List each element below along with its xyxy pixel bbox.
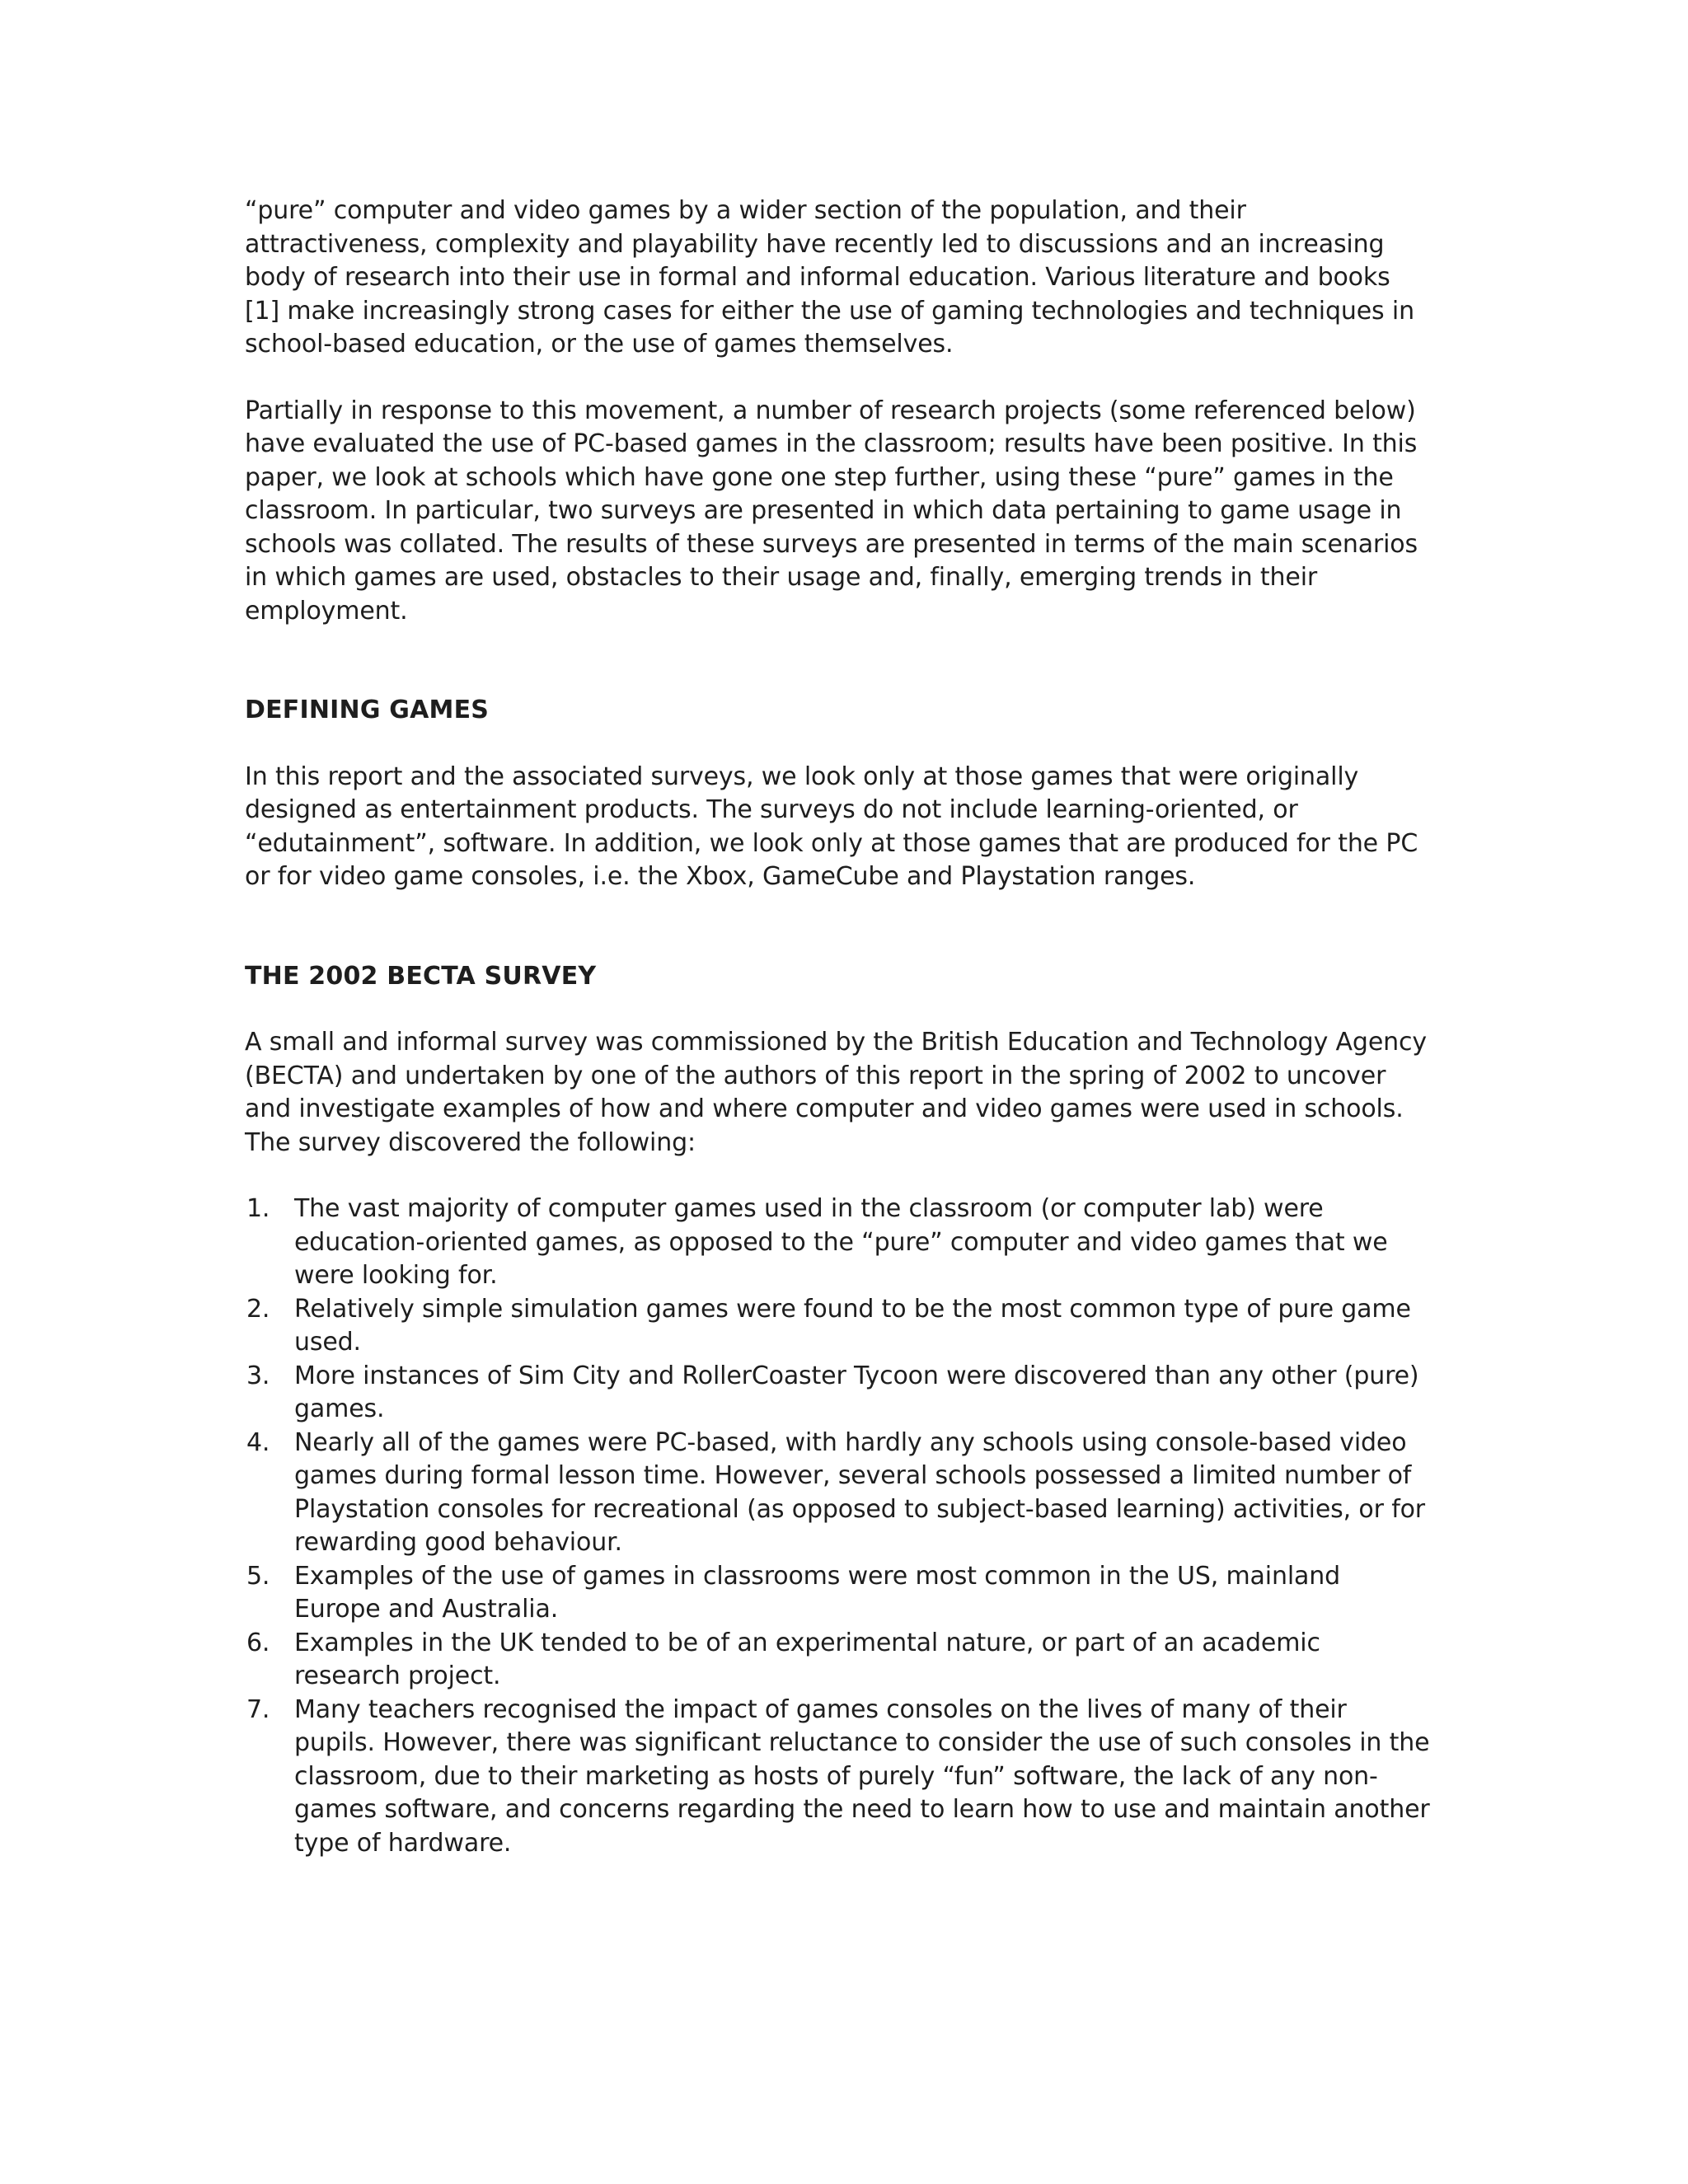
list-item-text: Nearly all of the games were PC-based, with hardly any schools using console-based video games during formal lesson time. However, several schools possessed a limited number of Playstation consoles for recreational (as opposed to subject-based learning) activities, or for rewarding good behaviour. (294, 1427, 1425, 1557)
intro-paragraph-2: Partially in response to this movement, a number of research projects (some referenced below) have evaluated the use of PC-based games in the classroom; results have been positive. In this paper, we look at schools which have gone one step further, using these “pure” games in the classroom. In particular, two surveys are presented in which data pertaining to game usage in schools was collated. The results of these surveys are presented in terms of the main scenarios in which games are used, obstacles to their usage and, finally, emerging trends in their employment. (245, 396, 1418, 626)
intro-paragraph-1: “pure” computer and video games by a wider section of the population, and their attractiveness, complexity and playability have recently led to discussions and an increasing body of research into their use in formal and informal education. Various literature and books [1] make increasingly strong cases for either the use of gaming technologies and techniques in school-based education, or the use of games themselves. (245, 196, 1414, 359)
section-heading-becta-survey: THE 2002 BECTA SURVEY (245, 961, 597, 991)
defining-games-paragraph: In this report and the associated surveys, we look only at those games that were originally designed as entertainment products. The surveys do not include learning-oriented, or “edutainment”, software. In addition, we look only at those games that are produced for the PC or for video game consoles, i.e. the Xbox, GameCube and Playstation ranges. (245, 762, 1418, 891)
list-item-number: 4. (246, 1427, 270, 1457)
list-item-number: 3. (246, 1361, 270, 1390)
list-item-number: 2. (246, 1294, 270, 1324)
list-item-text: Examples of the use of games in classrooms were most common in the US, mainland Europe and Australia. (294, 1561, 1341, 1624)
list-item-number: 7. (246, 1694, 270, 1724)
list-item-number: 1. (246, 1194, 270, 1223)
findings-list (245, 1193, 1432, 1860)
list-item (245, 1560, 1432, 1627)
list-item-text: The vast majority of computer games used in the classroom (or computer lab) were education-oriented games, as opposed to the “pure” computer and video games that we were looking for. (294, 1194, 1388, 1290)
list-item-text: More instances of Sim City and RollerCoaster Tycoon were discovered than any other (pure) games. (294, 1361, 1419, 1423)
list-item-number: 6. (246, 1628, 270, 1657)
list-item (245, 1360, 1432, 1427)
list-item (245, 1627, 1432, 1694)
list-item (245, 1694, 1432, 1861)
list-item-text: Examples in the UK tended to be of an experimental nature, or part of an academic research project. (294, 1628, 1320, 1690)
list-item-text: Relatively simple simulation games were found to be the most common type of pure game used. (294, 1294, 1411, 1357)
section-heading-defining-games: DEFINING GAMES (245, 696, 490, 724)
list-item (245, 1293, 1432, 1360)
document-page (245, 194, 1432, 1860)
becta-survey-paragraph: A small and informal survey was commissioned by the British Education and Technology Agency (BECTA) and undertaken by one of the authors of this report in the spring of 2002 to uncover and investigate examples of how and where computer and video games were used in schools. The survey discovered the following: (245, 1028, 1427, 1157)
list-item-number: 5. (246, 1561, 270, 1591)
list-item-text: Many teachers recognised the impact of games consoles on the lives of many of their pupils. However, there was significant reluctance to consider the use of such consoles in the classroom, due to their marketing as hosts of purely “fun” software, the lack of any non-games software, and concerns regarding the need to learn how to use and maintain another type of hardware. (294, 1694, 1430, 1858)
list-item (245, 1427, 1432, 1560)
list-item (245, 1193, 1432, 1293)
